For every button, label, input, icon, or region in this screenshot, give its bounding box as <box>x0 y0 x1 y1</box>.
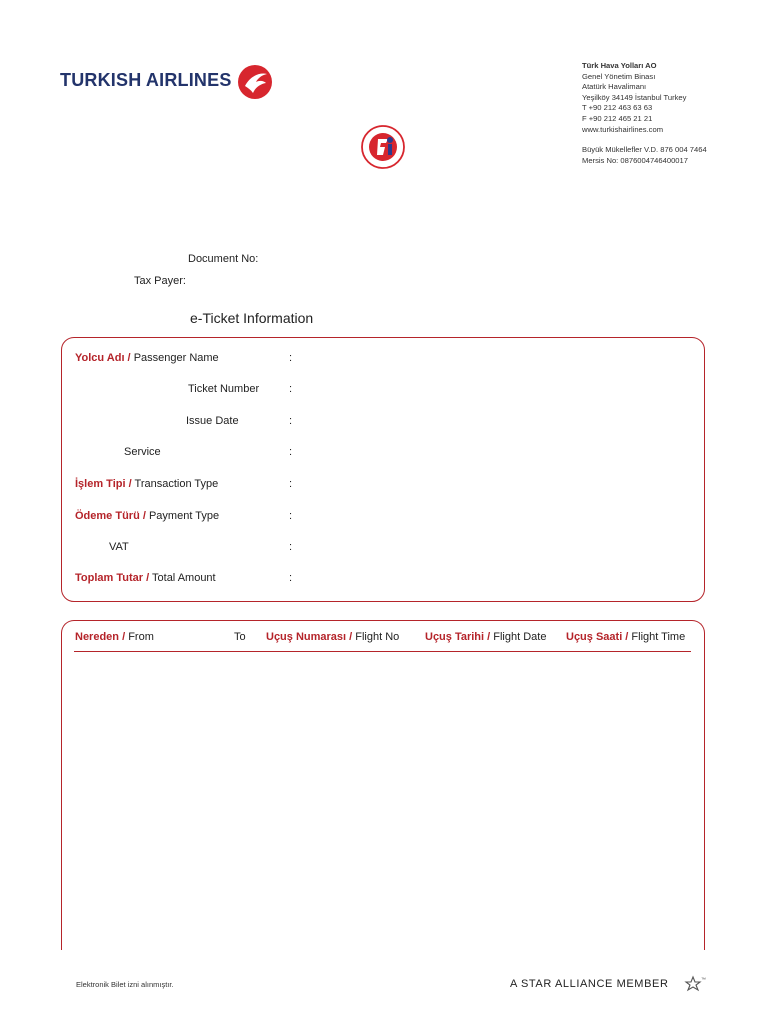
flight-date-header-en: Flight Date <box>493 631 547 643</box>
e-ticket-permission-stamp-icon <box>356 124 410 170</box>
payment-type-label-en: Payment Type <box>148 510 220 522</box>
colon: : <box>289 352 293 364</box>
transaction-type-label <box>75 478 218 490</box>
colon: : <box>289 572 293 584</box>
total-amount-label-en: Total Amount <box>152 572 216 584</box>
flight-time-header-en: Flight Time <box>631 631 686 643</box>
address-line: Genel Yönetim Binası <box>582 71 656 81</box>
from-header-tr: Nereden / <box>75 631 126 643</box>
flight-date-header-tr: Uçuş Tarihi / <box>425 631 491 643</box>
website-line: www.turkishairlines.com <box>582 124 664 134</box>
company-info <box>582 61 707 166</box>
colon: : <box>289 510 293 522</box>
mersis-line: Mersis No: 0876004746400017 <box>582 155 688 165</box>
e-ticket-permission-note: Elektronik Bilet izni alınmıştır. <box>76 980 174 989</box>
tax-payer-label: Tax Payer: <box>134 275 186 287</box>
flight-no-header-tr: Uçuş Numarası / <box>266 631 353 643</box>
total-amount-label <box>75 572 216 584</box>
company-name: Türk Hava Yolları AO <box>582 61 657 70</box>
flights-box <box>61 620 705 950</box>
transaction-type-label-en: Transaction Type <box>134 478 219 490</box>
payment-type-label-tr: Ödeme Türü / <box>75 510 146 522</box>
svg-text:™: ™ <box>701 977 706 983</box>
transaction-type-label-tr: İşlem Tipi / <box>75 478 132 490</box>
colon: : <box>289 446 293 458</box>
colon: : <box>289 383 293 395</box>
service-label: Service <box>124 446 161 458</box>
fax-line: F +90 212 465 21 21 <box>582 113 653 123</box>
colon: : <box>289 541 293 553</box>
payment-type-label <box>75 510 219 522</box>
passenger-name-label-tr: Yolcu Adı / <box>75 352 131 364</box>
ticket-info-box <box>61 337 705 602</box>
from-header-en: From <box>128 631 154 643</box>
document-no-label: Document No: <box>188 253 259 265</box>
phone-line: T +90 212 463 63 63 <box>582 103 653 113</box>
flight-date-column-header <box>425 631 546 643</box>
colon: : <box>289 415 293 427</box>
passenger-name-label <box>75 352 219 364</box>
tax-office-line: Büyük Mükellefler V.D. 876 004 7464 <box>582 145 707 155</box>
address-line: Yeşilköy 34149 İstanbul Turkey <box>582 92 687 102</box>
turkish-airlines-bird-icon <box>236 64 274 100</box>
flight-time-header-tr: Uçuş Saati / <box>566 631 629 643</box>
section-title: e-Ticket Information <box>190 310 314 326</box>
brand-name: TURKISH AIRLINES <box>60 70 232 90</box>
passenger-name-label-en: Passenger Name <box>133 352 219 364</box>
flight-time-column-header <box>566 631 685 643</box>
colon: : <box>289 478 293 490</box>
from-column-header <box>75 631 154 643</box>
total-amount-label-tr: Toplam Tutar / <box>75 572 150 584</box>
header-divider <box>74 651 691 652</box>
to-column-header: To <box>234 631 246 643</box>
issue-date-label: Issue Date <box>186 415 239 427</box>
vat-label: VAT <box>109 541 129 553</box>
star-alliance-icon <box>683 975 709 993</box>
star-alliance-text: A STAR ALLIANCE MEMBER <box>510 978 669 990</box>
flight-no-header-en: Flight No <box>355 631 400 643</box>
flight-no-column-header <box>266 631 399 643</box>
address-line: Atatürk Havalimanı <box>582 82 647 92</box>
ticket-number-label: Ticket Number <box>188 383 260 395</box>
